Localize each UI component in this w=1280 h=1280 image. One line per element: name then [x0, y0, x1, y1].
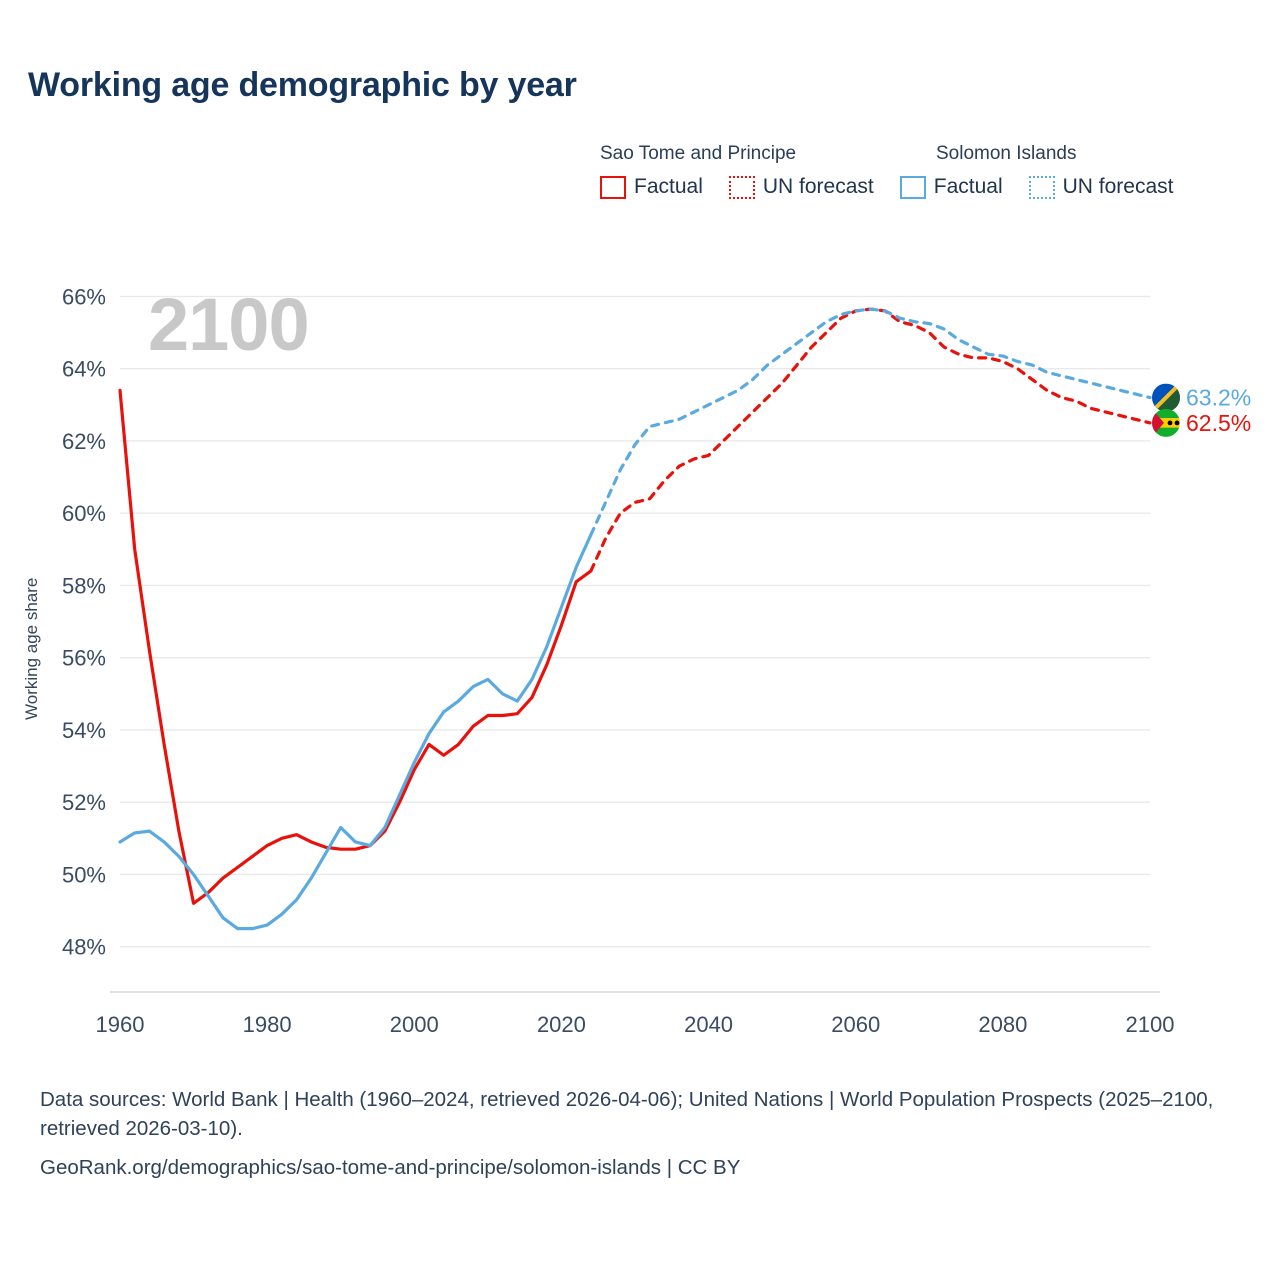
y-axis-tick: 54% — [61, 717, 106, 743]
chart-legend — [600, 143, 1260, 199]
legend-group-2-title: Solomon Islands — [936, 143, 1077, 164]
y-axis-tick: 50% — [61, 862, 106, 888]
series-line — [591, 309, 1150, 535]
x-axis-tick: 2080 — [978, 1012, 1028, 1037]
y-axis-tick: 56% — [61, 645, 106, 671]
x-axis-tick: 2060 — [831, 1012, 881, 1037]
legend-swatch-red-dotted-icon — [729, 176, 755, 199]
series-line — [120, 535, 591, 929]
legend-item-saotome-factual[interactable] — [600, 175, 703, 199]
series-line — [591, 309, 1150, 571]
chart-area — [0, 250, 1280, 1040]
legend-item-solomon-forecast[interactable] — [1029, 175, 1174, 199]
legend-label-factual-2: Factual — [933, 175, 1003, 198]
endpoint-label-saotome: 62.5% — [1186, 409, 1252, 436]
x-axis-tick: 2000 — [389, 1012, 439, 1037]
chart-footer — [40, 1085, 1250, 1182]
y-axis-tick: 58% — [61, 573, 106, 599]
data-sources-text: Data sources: World Bank | Health (1960–2024, retrieved 2026-04-06); United Nations | World Population Prospects (2025–2100, retrieved 2026-03-10). — [40, 1088, 1214, 1141]
attribution-text: GeoRank.org/demographics/sao-tome-and-principe/solomon-islands | CC BY — [40, 1156, 741, 1180]
x-axis-tick: 2100 — [1125, 1012, 1175, 1037]
legend-swatch-blue-solid-icon — [900, 176, 926, 199]
y-axis-label: Working age share — [22, 577, 41, 720]
endpoint-marker-saotome — [1152, 409, 1180, 437]
endpoint-label-solomon: 63.2% — [1186, 384, 1252, 411]
line-chart — [0, 250, 1280, 1040]
x-axis-tick: 1960 — [95, 1012, 145, 1037]
y-axis-tick: 66% — [61, 284, 106, 310]
y-axis-tick: 64% — [61, 356, 106, 382]
y-axis-tick: 60% — [61, 501, 106, 527]
legend-swatch-red-solid-icon — [600, 176, 626, 199]
y-axis-tick: 62% — [61, 428, 106, 454]
legend-label-forecast-1: UN forecast — [762, 175, 874, 198]
y-axis-tick: 48% — [61, 934, 106, 960]
x-axis-tick: 2020 — [536, 1012, 586, 1037]
x-axis-tick: 1980 — [242, 1012, 292, 1037]
legend-item-saotome-forecast[interactable] — [729, 175, 874, 199]
endpoint-marker-solomon — [1152, 384, 1180, 412]
watermark-year: 2100 — [148, 283, 309, 366]
legend-swatch-blue-dotted-icon — [1029, 176, 1055, 199]
legend-label-forecast-2: UN forecast — [1062, 175, 1174, 198]
y-axis-tick: 52% — [61, 790, 106, 816]
x-axis-tick: 2040 — [684, 1012, 734, 1037]
series-line — [120, 390, 591, 903]
legend-item-solomon-factual[interactable] — [900, 175, 1003, 199]
legend-label-factual-1: Factual — [634, 175, 703, 198]
legend-group-1-title: Sao Tome and Principe — [600, 143, 797, 164]
page-title: Working age demographic by year — [28, 66, 577, 104]
